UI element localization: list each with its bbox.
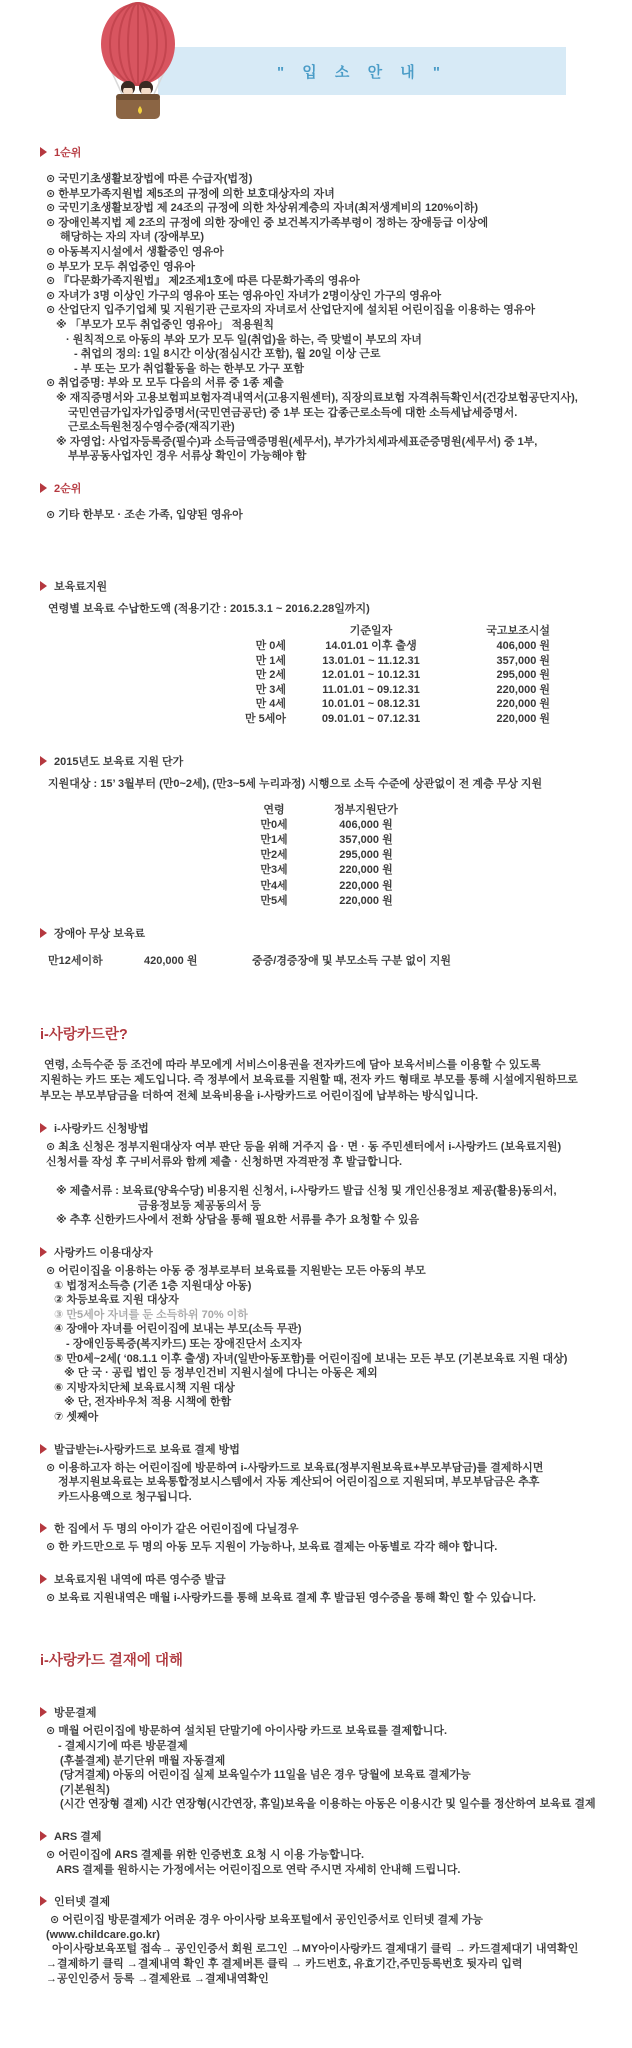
amount-cell: 295,000 원: [339, 849, 393, 862]
triangle-bullet-icon: [40, 1896, 47, 1906]
text-line: 부부공동사업자인 경우 서류상 확인이 가능해야 함: [68, 450, 307, 463]
section-heading: [40, 1520, 618, 1536]
text-line: 아이사랑보육포털 접속→ 공인인증서 회원 로그인 →MY아이사랑카드 결제대기 클릭 → 카드결제대기 내역확인: [52, 1943, 579, 1956]
section-label: 발급받는i-사랑카드로 보육료 결제 방법: [54, 1443, 240, 1456]
receipt-lines: [40, 1591, 618, 1606]
text-line: ⊙ 한 카드만으로 두 명의 아동 모두 지원이 가능하나, 보육료 결제는 아동별로 각각 해야 합니다.: [46, 1541, 498, 1554]
text-line: ③ 만5세아 자녀를 둔 소득하위 70% 이하: [54, 1308, 248, 1321]
text-line: ⊙ 국민기초생활보장법에 따른 수급자(법정): [46, 173, 253, 185]
target-lines: [40, 1264, 618, 1425]
section-label: 장애아 무상 보육료: [54, 928, 146, 941]
section-internet-payment: [0, 1893, 632, 1986]
section-two-children: [0, 1520, 632, 1555]
text-line: ⑦ 셋째아: [54, 1410, 99, 1423]
text-line: - 결제시기에 따른 방문결제: [58, 1740, 188, 1753]
hot-air-balloon-icon: [82, 2, 194, 122]
triangle-bullet-icon: [40, 581, 47, 591]
section-ars-payment: [0, 1828, 632, 1877]
bottom-whitespace: [0, 1986, 632, 2048]
section-heading: [40, 1893, 618, 1909]
two-children-lines: [40, 1540, 618, 1555]
amount-cell: 220,000 원: [496, 698, 550, 711]
text-line: →공인인증서 등록 →결제완료 →결제내역확인: [46, 1972, 269, 1985]
text-line: 금융정보등 제공동의서 등: [138, 1199, 261, 1212]
text-line: ⊙ 『다문화가족지원법』 제2조제1호에 따른 다문화가족의 영유아: [46, 275, 360, 288]
section-heading: [40, 1704, 618, 1720]
birthdate-cell: 11.01.01 ~ 09.12.31: [322, 683, 420, 696]
section-heading: [40, 578, 618, 594]
age-cell: 만2세: [260, 849, 288, 862]
text-line: 카드사용액으로 청구됩니다.: [58, 1490, 192, 1503]
section-heading: [40, 144, 618, 160]
text-line: ※ 추후 신한카드사에서 전화 상담을 통해 필요한 서류를 추가 요청할 수 있음: [56, 1214, 420, 1227]
age-cell: 만3세: [260, 864, 288, 877]
text-line: ① 법정저소득층 (기존 1층 지원대상 아동): [54, 1279, 252, 1292]
section-card-payment-method: [0, 1441, 632, 1505]
table-row: [245, 863, 618, 878]
text-line: ※ 단, 전자바우처 적용 시책에 한함: [64, 1396, 232, 1409]
table-row: [220, 697, 618, 712]
table-row: [245, 818, 618, 833]
amount-cell: 220,000 원: [496, 683, 550, 696]
page-title: " 입 소 안 내 ": [276, 63, 448, 81]
section-heading: [40, 925, 618, 941]
apply-lines: [40, 1140, 618, 1228]
section-label: i-사랑카드 신청방법: [54, 1123, 149, 1136]
section-label: 2순위: [54, 482, 82, 495]
unit-price-table: [245, 803, 618, 909]
text-line: - 장애인등록증(복지카드) 또는 장애진단서 소지자: [66, 1337, 302, 1350]
isarang-card-intro: [0, 1058, 632, 1105]
text-line: ※ 자영업: 사업자등록증(필수)과 소득금액증명원(세무서), 부가가치세과세표준증명원(세무서) 중 1부,: [56, 435, 538, 448]
amount-cell: 357,000 원: [339, 834, 393, 847]
text-line: ※ 제출서류 : 보육료(양육수당) 비용지원 신청서, i-사랑카드 발급 신청 및 개인신용정보 제공(활용)동의서,: [56, 1185, 557, 1198]
text-line: ARS 결제를 원하시는 가정에서는 어린이집으로 연락 주시면 자세히 안내해 드립니다.: [56, 1863, 461, 1876]
birthdate-cell: 10.01.01 ~ 08.12.31: [321, 698, 421, 711]
text-line: 해당하는 자의 자녀 (장애부모): [60, 231, 205, 244]
section-label: 보육료지원: [54, 581, 108, 594]
section-label: 보육료지원 내역에 따른 영수증 발급: [54, 1573, 226, 1586]
amount-cell: 220,000 원: [496, 713, 550, 726]
section-label: 방문결제: [54, 1707, 97, 1720]
birthdate-cell: 13.01.01 ~ 11.12.31: [322, 654, 420, 667]
triangle-bullet-icon: [40, 1831, 47, 1841]
text-line: ⊙ 한부모가족지원법 제5조의 규정에 의한 보호대상자의 자녀: [46, 187, 335, 200]
table-row: [245, 848, 618, 863]
amount-cell: 220,000 원: [339, 864, 393, 877]
triangle-bullet-icon: [40, 756, 47, 766]
section-receipt: [0, 1571, 632, 1606]
section-priority-2: [0, 480, 632, 523]
triangle-bullet-icon: [40, 1123, 47, 1133]
note-cell: 중증/경증장애 및 부모소득 구분 없이 지원: [252, 955, 451, 968]
text-line: ⊙ 장애인복지법 제 2조의 규정에 의한 장애인 중 보건복지가족부령이 정하는 장애등급 이상에: [46, 216, 489, 229]
age-cell: 만 2세: [255, 669, 286, 682]
table-header-cell: 국고보조시설: [486, 625, 550, 638]
internet-payment-lines: [40, 1913, 618, 1986]
section-priority-1: [0, 144, 632, 464]
triangle-bullet-icon: [40, 483, 47, 493]
section-label: 인터넷 결제: [54, 1896, 111, 1909]
birthdate-cell: 14.01.01 이후 출생: [325, 640, 417, 653]
text-line: (당겨결제) 아동의 어린이집 실제 보육일수가 11일을 넘은 경우 당월에 보육료 결제가능: [60, 1769, 471, 1782]
text-line: ⑤ 만0세~2세( ‘08.1.1 이후 출생) 자녀(일반아동포함)를 어린이집에 보내는 모든 부모 (기본보육료 지원 대상): [54, 1352, 568, 1365]
triangle-bullet-icon: [40, 1574, 47, 1584]
text-line: →결제하기 클릭 →결제내역 확인 후 결제버튼 클릭 → 카드번호, 유효기간,주민등록번호 뒷자리 입력: [46, 1958, 523, 1971]
visit-payment-lines: [40, 1724, 618, 1812]
title-banner: [158, 47, 566, 95]
section-2015-unit-price: [0, 753, 632, 909]
age-cell: 만5세: [260, 894, 288, 907]
amount-cell: 406,000 원: [339, 818, 393, 831]
triangle-bullet-icon: [40, 1247, 47, 1257]
age-cell: 만 4세: [255, 698, 286, 711]
table-header-cell: [220, 624, 296, 639]
text-line: ⊙ 취업증명: 부와 모 모두 다음의 서류 중 1종 제출: [46, 377, 284, 390]
text-line: (www.childcare.go.kr): [46, 1928, 160, 1941]
age-cell: 만12세이하: [48, 955, 103, 968]
text-line: ※ 단 국 · 공립 법인 등 정부인건비 지원시설에 다니는 아동은 제외: [64, 1367, 378, 1380]
text-line: ※ 재직증명서와 고용보험피보험자격내역서(고용지원센터), 직장의료보험 자격취득확인서(건강보험공단지사),: [56, 391, 578, 404]
section-label: 한 집에서 두 명의 아이가 같은 어린이집에 다닐경우: [54, 1523, 299, 1536]
triangle-bullet-icon: [40, 1523, 47, 1533]
page-header: [0, 0, 632, 122]
section-heading: [40, 1120, 618, 1136]
disabled-free-row: [40, 954, 618, 969]
text-line: 지원하는 카드 또는 제도입니다. 즉 정부에서 보육료를 지원할 때, 전자 카드 형태로 부모를 통해 시설에지원하므로: [40, 1074, 578, 1087]
table-header-cell: 연령: [263, 803, 285, 816]
table-body: [245, 818, 618, 909]
text-line: ⊙ 아동복지시설에서 생활중인 영유아: [46, 245, 224, 258]
table-row: [220, 683, 618, 698]
table-row: [220, 668, 618, 683]
priority1-lines: [40, 172, 618, 464]
settlement-title: i-사랑카드 결재에 대해: [40, 1653, 183, 1670]
text-line: 근로소득원천징수영수증(재직기관): [68, 421, 235, 434]
triangle-bullet-icon: [40, 1444, 47, 1454]
section-heading: [40, 753, 618, 769]
text-line: · 원칙적으로 아동의 부와 모가 모두 일(취업)을 하는, 즉 맞벌이 부모의 자녀: [66, 333, 422, 346]
payment-method-lines: [40, 1461, 618, 1505]
amount-cell: 220,000 원: [339, 879, 393, 892]
text-line: 정부지원보육료는 보육통합정보시스템에서 자동 계산되어 어린이집으로 지원되며, 부모부담금은 추후: [58, 1476, 540, 1489]
text-line: 연령, 소득수준 등 조건에 따라 부모에게 서비스이용권을 전자카드에 담아 보육서비스를 이용할 수 있도록: [44, 1058, 541, 1071]
age-cell: 만 0세: [255, 640, 286, 653]
table-row: [245, 879, 618, 894]
section-label: ARS 결제: [54, 1831, 102, 1844]
unit-price-subtitle: 지원대상 : 15’ 3월부터 (만0~2세), (만3~5세 누리과정) 시행으로 소득 수준에 상관없이 전 계층 무상 지원: [48, 777, 543, 790]
triangle-bullet-icon: [40, 928, 47, 938]
text-line: ⊙ 매월 어린이집에 방문하여 설치된 단말기에 아이사랑 카드로 보육료를 결제합니다.: [46, 1725, 448, 1738]
text-line: (후불결제) 분기단위 매월 자동결제: [60, 1754, 226, 1767]
section-card-apply: [0, 1120, 632, 1228]
table-row: [245, 833, 618, 848]
table-row: [220, 639, 618, 654]
text-line: ⊙ 보육료 지원내역은 매월 i-사랑카드를 통해 보육료 결제 후 발급된 영수증을 통해 확인 할 수 있습니다.: [46, 1591, 536, 1604]
text-line: ② 차등보육료 지원 대상자: [54, 1294, 179, 1307]
section-card-target: [0, 1244, 632, 1425]
table-row: [245, 894, 618, 909]
amount-cell: 220,000 원: [339, 894, 393, 907]
priority2-lines: [40, 508, 618, 523]
amount-cell: 406,000 원: [496, 640, 550, 653]
text-line: 부모는 부모부담금을 더하여 전체 보육비용을 i-사랑카드로 어린이집에 납부하는 방식입니다.: [40, 1089, 479, 1102]
section-heading: [40, 1571, 618, 1587]
table-header-row: [220, 624, 618, 639]
age-cell: 만4세: [260, 879, 288, 892]
text-line: (시간 연장형 결제) 시간 연장형(시간연장, 휴일)보육을 이용하는 아동은 이용시간 및 일수를 정산하여 보육료 결제: [60, 1798, 596, 1811]
text-line: (기본원칙): [60, 1783, 110, 1796]
isarang-card-title: i-사랑카드란?: [40, 1026, 128, 1043]
text-line: ⊙ 최초 신청은 정부지원대상자 여부 판단 등을 위해 거주지 읍 · 면 · 동 주민센터에서 i-사랑카드 (보육료지원): [46, 1141, 562, 1154]
table-row: [220, 712, 618, 727]
text-line: ⊙ 자녀가 3명 이상인 가구의 영유아 또는 영유아인 자녀가 2명이상인 가구의 영유아: [46, 289, 442, 302]
birthdate-cell: 09.01.01 ~ 07.12.31: [321, 713, 421, 726]
text-line: ⑥ 지방자치단체 보육료시책 지원 대상: [54, 1381, 235, 1394]
age-cell: 만 1세: [255, 654, 286, 667]
text-line: ⊙ 국민기초생활보장법 제 24조의 규정에 의한 차상위계층의 자녀(최저생계비의 120%이하): [46, 202, 479, 215]
amount-cell: 420,000 원: [144, 955, 198, 968]
fee-support-subtitle: 연령별 보육료 수납한도액 (적용기간 : 2015.3.1 ~ 2016.2.28일까지): [48, 603, 370, 616]
text-line: [46, 1170, 618, 1185]
section-heading: [40, 1828, 618, 1844]
text-line: 신청서를 작성 후 구비서류와 함께 제출 · 신청하면 자격판정 후 발급합니다.: [46, 1156, 403, 1169]
triangle-bullet-icon: [40, 1707, 47, 1717]
text-line: ⊙ 부모가 모두 취업중인 영유아: [46, 260, 195, 273]
table-header-cell: 기준일자: [349, 625, 393, 638]
text-line: ⊙ 어린이집 방문결제가 어려운 경우 아이사랑 보육포털에서 공인인증서로 인터넷 결제 가능: [50, 1914, 483, 1927]
table-header-cell: 정부지원단가: [334, 803, 398, 816]
age-cell: 만 3세: [255, 683, 286, 696]
fee-limit-table: [220, 624, 618, 726]
section-visit-payment: [0, 1704, 632, 1812]
text-line: ⊙ 기타 한부모 · 조손 가족, 입양된 영유아: [46, 508, 243, 521]
intro-paragraph: [40, 1058, 618, 1105]
text-line: ⊙ 이용하고자 하는 어린이집에 방문하여 i-사랑카드로 보육료(정부지원보육료+부모부담금)를 결제하시면: [46, 1461, 544, 1474]
section-heading: [40, 1441, 618, 1457]
text-line: ⊙ 어린이집에 ARS 결제를 위한 인증번호 요청 시 이용 가능합니다.: [46, 1849, 365, 1862]
section-fee-support: [0, 578, 632, 726]
section-label: 사랑카드 이용대상자: [54, 1246, 153, 1259]
section-label: 1순위: [54, 147, 82, 159]
text-line: ④ 장애아 자녀를 어린이집에 보내는 부모(소득 무관): [54, 1323, 302, 1336]
ars-payment-lines: [40, 1848, 618, 1877]
text-line: - 취업의 정의: 1일 8시간 이상(점심시간 포함), 월 20일 이상 근로: [74, 348, 381, 361]
table-header-row: [245, 803, 618, 818]
section-heading: [40, 1244, 618, 1260]
text-line: ⊙ 어린이집을 이용하는 아동 중 정부로부터 보육료를 지원받는 모든 아동의 부모: [46, 1264, 426, 1277]
section-disabled-free-care: [0, 925, 632, 969]
age-cell: 만 5세아: [244, 713, 286, 726]
text-line: - 부 또는 모가 취업활동을 하는 한부모 가구 포함: [74, 362, 305, 375]
section-heading: [40, 480, 618, 496]
table-body: [220, 639, 618, 727]
triangle-bullet-icon: [40, 147, 47, 157]
age-cell: 만1세: [260, 834, 288, 847]
text-line: ※ 「부모가 모두 취업중인 영유아」 적용원칙: [56, 318, 274, 331]
age-cell: 만0세: [260, 818, 288, 831]
text-line: 국민연금가입자가입증명서(국민연금공단) 중 1부 또는 갑종근로소득에 대한 소득세납세증명서.: [68, 406, 518, 419]
table-row: [220, 654, 618, 669]
amount-cell: 357,000 원: [496, 654, 550, 667]
section-label: 2015년도 보육료 지원 단가: [54, 755, 184, 768]
amount-cell: 295,000 원: [496, 669, 550, 682]
text-line: ⊙ 산업단지 입주기업체 및 지원기관 근로자의 자녀로서 산업단지에 설치된 어린이집을 이용하는 영유아: [46, 304, 536, 317]
birthdate-cell: 12.01.01 ~ 10.12.31: [321, 669, 421, 682]
